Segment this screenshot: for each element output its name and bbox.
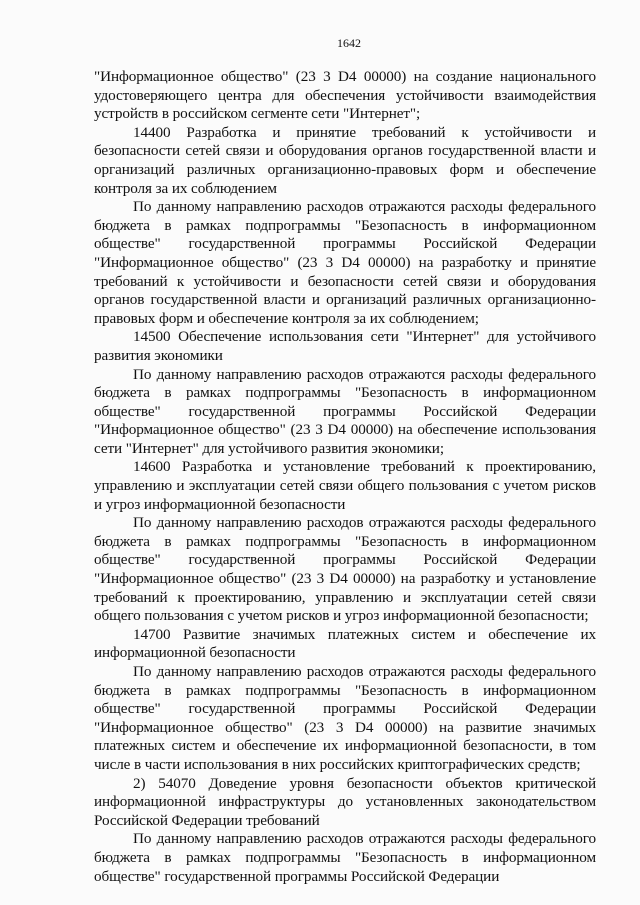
paragraph-heading-54070: 2) 54070 Доведение уровня безопасности объектов критической информационной инфраструктуры до установленных законодательством Российской Федерации требований [94,774,596,829]
paragraph-body-14600: По данному направлению расходов отражаются расходы федерального бюджета в рамках подпрограммы "Безопасность в информационном обществе" государственной программы Российской Федерации "Информационное общество" (23 3 D4 00000) на разработку и установление требований к проектированию, управлению и эксплуатации сетей связи общего пользования с учетом рисков и угроз информационной безопасности; [94,514,596,625]
page-number: 1642 [337,36,361,50]
paragraph-heading-14700: 14700 Развитие значимых платежных систем и обеспечение их информационной безопасности [94,625,596,662]
paragraph-body-14500: По данному направлению расходов отражаются расходы федерального бюджета в рамках подпрограммы "Безопасность в информационном обществе" государственной программы Российской Федерации "Информационное общество" (23 3 D4 00000) на обеспечение использования сети "Интернет" для устойчивого развития экономики; [94,365,596,457]
paragraph-heading-14500: 14500 Обеспечение использования сети "Интернет" для устойчивого развития экономики [94,328,596,364]
paragraph-heading-14400: 14400 Разработка и принятие требований к устойчивости и безопасности сетей связи и оборудования органов государственной власти и организаций различных организационно-правовых форм и обеспечение контроля за их соблюдением [94,123,596,197]
paragraph-body-54070: По данному направлению расходов отражаются расходы федерального бюджета в рамках подпрограммы "Безопасность в информационном обществе" государственной программы Российской Федерации [94,830,596,885]
paragraph-heading-14600: 14600 Разработка и установление требований к проектированию, управлению и эксплуатации сетей связи общего пользования с учетом рисков и угроз информационной безопасности [94,458,596,513]
paragraph-body-14700: По данному направлению расходов отражаются расходы федерального бюджета в рамках подпрограммы "Безопасность в информационном обществе" государственной программы Российской Федерации "Информационное общество" (23 3 D4 00000) на развитие значимых платежных систем и обеспечение их информационной безопасности, в том числе в части использования в них российских криптографических средств; [94,663,596,773]
paragraph-continuation: "Информационное общество" (23 3 D4 00000) на создание национального удостоверяющего центра для обеспечения устойчивости взаимодействия устройств в российском сегменте сети "Интернет"; [94,68,596,123]
paragraph-body-14400: По данному направлению расходов отражаются расходы федерального бюджета в рамках подпрограммы "Безопасность в информационном обществе" государственной программы Российской Федерации "Информационное общество" (23 3 D4 00000) на разработку и принятие требований к устойчивости и безопасности сетей связи и оборудования органов государственной власти и организаций различных организационно-правовых форм и обеспечение контроля за их соблюдением; [94,198,596,327]
